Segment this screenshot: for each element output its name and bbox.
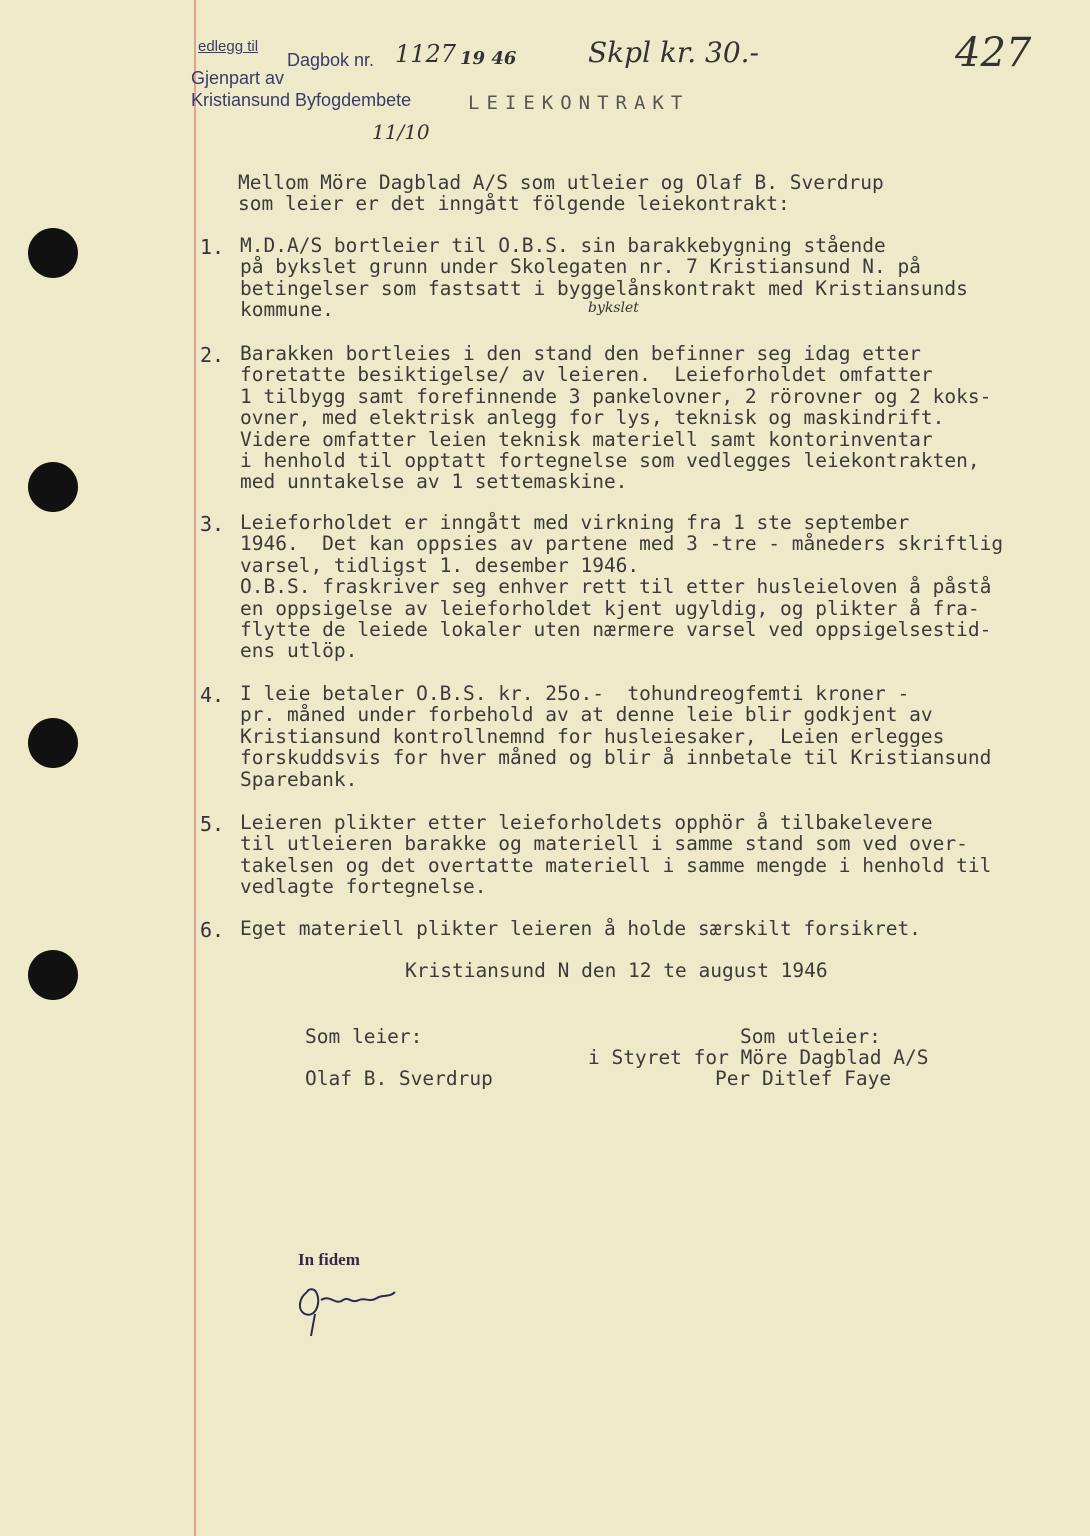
document-title: LEIEKONTRAKT <box>468 92 690 114</box>
punch-hole <box>28 718 78 768</box>
punch-hole <box>28 228 78 278</box>
stamp-office: Kristiansund Byfogdembete <box>191 90 412 110</box>
signature-graphic <box>285 1270 405 1340</box>
dagbok-year: 19 46 <box>460 48 517 69</box>
intro-paragraph: Mellom Möre Dagblad A/S som utleier og Olaf B. Sverdrup som leier er det inngått fölgende leiekontrakt: <box>238 171 884 216</box>
tenant-label: Som leier: <box>305 1025 423 1048</box>
clause-text: Barakken bortleies i den stand den befinner seg idag etter foretatte besiktigelse/ av leieren. Leieforholdet omfatter 1 tilbygg samt forefinnende 3 pankelovner, 2 rörovner og 2 koks- ovner, med elektrisk anlegg for lys, teknisk og maskindrift. Videre omfatter leien teknisk materiell samt kontorinventar i henhold til opptatt fortegnelse som vedlegges leiekontrakten, med unntakelse av 1 settemaskine. <box>240 342 992 494</box>
stamp-gjenpart: Gjenpart av <box>191 68 285 88</box>
margin-rule <box>194 0 196 1536</box>
landlord-label: Som utleier: <box>740 1025 881 1048</box>
clause-text: M.D.A/S bortleier til O.B.S. sin barakkebygning stående på bykslet grunn under Skolegaten nr. 7 Kristiansund N. på betingelser som fastsatt i byggelånskontrakt med Kristiansunds kommune. <box>240 234 968 322</box>
clause-text: Leieforholdet er inngått med virkning fra 1 ste september 1946. Det kan oppsies av partene med 3 -tre - måneders skriftlig varsel, tidligst 1. desember 1946. O.B.S. fraskriver seg enhver rett til etter husleieloven å påstå en oppsigelse av leieforholdet kjent ugyldig, og plikter å fra- flytte de leiede lokaler uten nærmere varsel ved oppsigelsestid- ens utlöp. <box>240 511 1004 663</box>
tenant-name: Olaf B. Sverdrup <box>305 1067 493 1090</box>
clause-number: 5. <box>200 812 225 836</box>
place-date: Kristiansund N den 12 te august 1946 <box>405 959 828 982</box>
clause-number: 1. <box>200 235 225 259</box>
clause-number: 6. <box>200 918 225 942</box>
in-fidem-stamp: In fidem <box>298 1250 360 1269</box>
folio-number: 427 <box>955 30 1032 76</box>
clause-text: I leie betaler O.B.S. kr. 25o.- tohundreogfemti kroner - pr. måned under forbehold av at denne leie blir godkjent av Kristiansund kontrollnemnd for husleiesaker, Leien erlegges forskuddsvis for hver måned og blir å innbetale til Kristiansund Sparebank. <box>240 682 992 791</box>
date-fraction: 11/10 <box>372 120 430 144</box>
clause-number: 2. <box>200 343 225 367</box>
clause-text: Leieren plikter etter leieforholdets opphör å tilbakelevere til utleieren barakke og materiell i samme stand som ved over- takelsen og det overtatte materiell i samme mengde i henhold til vedlagte fortegnelse. <box>240 811 992 899</box>
punch-hole <box>28 950 78 1000</box>
clause-text: Eget materiell plikter leieren å holde særskilt forsikret. <box>240 917 921 940</box>
stamp-bilag: edlegg til <box>198 38 259 55</box>
clause-number: 3. <box>200 512 225 536</box>
fee-note: Skpl kr. 30.- <box>588 36 759 69</box>
stamp-dagbok: Dagbok nr. <box>287 50 375 70</box>
punch-hole <box>28 462 78 512</box>
handwritten-insert: bykslet <box>588 300 639 316</box>
landlord-name: Per Ditlef Faye <box>715 1067 892 1090</box>
landlord-board: i Styret for Möre Dagblad A/S <box>588 1046 929 1069</box>
clause-number: 4. <box>200 683 225 707</box>
dagbok-number: 1127 <box>395 40 457 68</box>
